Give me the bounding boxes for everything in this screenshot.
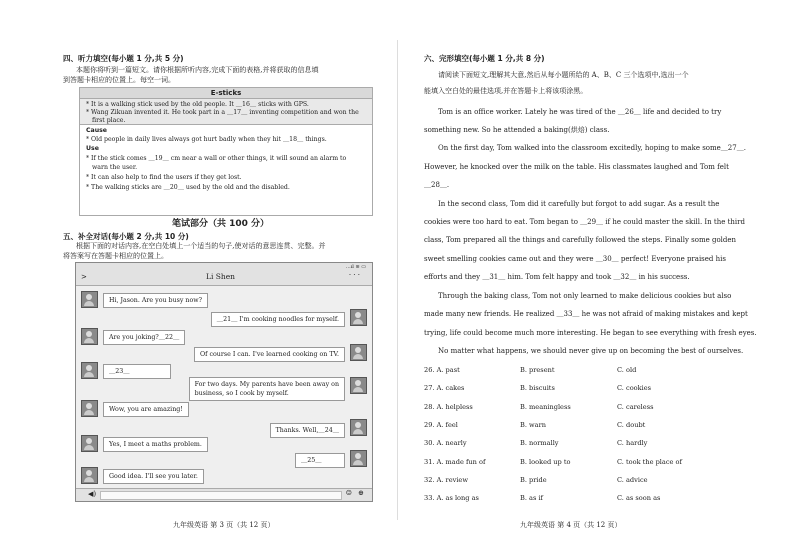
passage-line: In the second class, Tom did it carefully but forgot to add sugar. As a result the <box>438 200 720 208</box>
table-cause-use-block <box>80 125 372 215</box>
question-option-c: C. careless <box>617 402 654 411</box>
question-option-a: 32. A. review <box>424 475 468 484</box>
passage-line: something new. So he attended a baking(烘焙) class. <box>424 126 610 134</box>
use-item: * It can also help to find the users if they get lost. <box>86 174 242 181</box>
table-header: E-sticks <box>80 88 372 99</box>
section6-title: 六、完形填空(每小题 1 分,共 8 分) <box>424 54 545 63</box>
section6-instruction-cont: 能填入空白处的最佳选项,并在答题卡上将该项涂黑。 <box>424 87 588 95</box>
use-item: warn the user. <box>92 164 138 171</box>
chat-message-left: Hi, Jason. Are you busy now? <box>103 293 208 308</box>
friend-avatar <box>81 467 98 484</box>
table-row: first place. <box>92 117 126 124</box>
chat-message-right-multiline <box>189 377 345 401</box>
friend-avatar <box>81 400 98 417</box>
question-option-b: B. as if <box>520 494 543 503</box>
use-item: * If the stick comes ＿19＿ cm near a wall or other things, it will sound an alarm to <box>86 155 347 162</box>
section5-instruction-cont: 将答案写在答题卡相应的位置上。 <box>63 252 168 260</box>
user-avatar <box>350 419 367 436</box>
passage-line: ＿28＿. <box>424 181 450 189</box>
status-bar-icons: …ıl ≋ ▭ <box>345 264 366 270</box>
chat-message-right: Thanks. Well,＿24＿ <box>270 423 345 438</box>
passage-line: On the first day, Tom walked into the classroom excitedly, hoping to make some＿27＿. <box>438 144 746 152</box>
question-option-a: 30. A. nearly <box>424 439 467 448</box>
question-option-a: 28. A. helpless <box>424 402 473 411</box>
question-option-b: B. normally <box>520 439 559 448</box>
chat-message-right: ＿21＿ I'm cooking noodles for myself. <box>211 312 345 327</box>
question-option-b: B. pride <box>520 475 547 484</box>
add-icon[interactable]: ⊕ <box>358 489 364 497</box>
question-option-b: B. warn <box>520 420 547 429</box>
written-part-title: 笔试部分（共 100 分） <box>172 219 270 229</box>
use-item: * The walking sticks are ＿20＿ used by the old and the disabled. <box>86 184 290 191</box>
section4-title: 四、听力填空(每小题 1 分,共 5 分) <box>63 54 184 63</box>
cause-label: Cause <box>86 127 108 134</box>
passage-line: Tom is an office worker. Lately he was tired of the ＿26＿ life and decided to try <box>438 108 722 116</box>
question-option-c: C. took the place of <box>617 457 682 466</box>
section4-instruction: 本题你将听到一篇短文。请你根据所听内容,完成下面的表格,并将获取的信息填 <box>76 66 319 74</box>
chat-message-line: For two days. My parents have been away on <box>194 381 339 388</box>
chat-message-left: Are you joking?＿22＿ <box>103 330 185 345</box>
passage-line: made many new friends. He realized ＿33＿ he was not afraid of making mistakes and kept <box>424 310 748 318</box>
friend-avatar <box>81 291 98 308</box>
question-option-a: 29. A. feel <box>424 420 458 429</box>
emoji-icon[interactable]: ☺ <box>345 489 352 497</box>
section5-title: 五、补全对话(每小题 2 分,共 10 分) <box>63 232 189 241</box>
friend-avatar <box>81 362 98 379</box>
passage-line: cookies were too hard to eat. Tom began to ＿29＿ if he could master the skill. In the third <box>424 218 745 226</box>
page-divider <box>397 40 398 520</box>
voice-icon[interactable]: ◀) <box>88 490 97 498</box>
user-avatar <box>350 344 367 361</box>
question-option-c: C. doubt <box>617 420 646 429</box>
use-label: Use <box>86 145 99 152</box>
question-option-c: C. cookies <box>617 384 652 393</box>
chat-input-bar <box>76 488 372 501</box>
passage-line: trying, life could become much more interesting. He began to see everything with fresh eyes. <box>424 329 757 337</box>
passage-line: However, he knocked over the milk on the table. His classmates laughed and Tom felt <box>424 163 729 171</box>
user-avatar <box>350 309 367 326</box>
friend-avatar <box>81 435 98 452</box>
question-option-c: C. as soon as <box>617 494 661 503</box>
chat-message-line: business, so I cook by myself. <box>194 390 289 397</box>
chat-window <box>75 262 373 502</box>
question-option-c: C. old <box>617 366 637 374</box>
chat-message-left: ＿23＿ <box>103 364 171 379</box>
question-option-c: C. hardly <box>617 439 648 448</box>
chat-message-right: ＿25＿ <box>295 453 345 468</box>
chat-message-left: Yes, I meet a maths problem. <box>103 437 208 452</box>
page-footer-right: 九年级英语 第 4 页（共 12 页） <box>520 521 622 529</box>
user-avatar <box>350 377 367 394</box>
passage-line: efforts and they ＿31＿ him. Tom felt happy and took ＿32＿ in his success. <box>424 273 690 281</box>
question-option-b: B. meaningless <box>520 402 571 411</box>
page-footer-left: 九年级英语 第 3 页（共 12 页） <box>173 521 275 529</box>
question-option-a: 31. A. made fun of <box>424 457 486 466</box>
question-option-a: 33. A. as long as <box>424 494 479 503</box>
back-arrow-icon[interactable]: > <box>81 273 87 281</box>
e-sticks-table <box>79 87 373 216</box>
contact-name: Li Shen <box>206 272 236 281</box>
message-input[interactable] <box>100 491 342 500</box>
chat-message-right: Of course I can. I've learned cooking on TV. <box>194 347 345 362</box>
chat-message-left: Good idea. I'll see you later. <box>103 469 204 484</box>
passage-line: sweet smelling cookies came out and they were ＿30＿ perfect! Everyone praised his <box>424 255 726 263</box>
section4-instruction-cont: 到答题卡相应的位置上。每空一词。 <box>63 76 175 84</box>
passage-line: No matter what happens, we should never give up on becoming the best of ourselves. <box>438 347 744 355</box>
question-option-b: B. biscuits <box>520 384 555 393</box>
friend-avatar <box>81 328 98 345</box>
user-avatar <box>350 450 367 467</box>
table-intro-block <box>80 99 372 125</box>
question-option-c: C. advice <box>617 475 648 484</box>
table-row: * Wang Zikuan invented it. He took part in a ＿17＿ inventing competition and won the <box>86 109 359 116</box>
passage-line: Through the baking class, Tom not only learned to make delicious cookies but also <box>438 292 732 300</box>
question-option-b: B. looked up to <box>520 457 571 466</box>
chat-message-left: Wow, you are amazing! <box>103 402 189 417</box>
more-options-icon[interactable]: · · · <box>348 271 360 279</box>
cause-text: * Old people in daily lives always got hurt badly when they hit ＿18＿ things. <box>86 136 327 143</box>
question-option-a: 26. A. past <box>424 366 460 374</box>
section5-instruction: 根据下面的对话内容,在空白处填上一个适当的句子,使对话的意思连贯、完整。并 <box>76 242 326 250</box>
question-option-b: B. present <box>520 366 555 374</box>
question-option-a: 27. A. cakes <box>424 384 465 393</box>
passage-line: class, Tom prepared all the things and carefully followed the steps. Finally some golden <box>424 236 737 244</box>
table-row: * It is a walking stick used by the old people. It ＿16＿ sticks with GPS. <box>86 101 309 108</box>
chat-header <box>76 263 372 286</box>
section6-instruction: 请阅读下面短文,理解其大意,然后从每小题所给的 A、B、C 三个选项中,选出一个 <box>438 71 689 79</box>
